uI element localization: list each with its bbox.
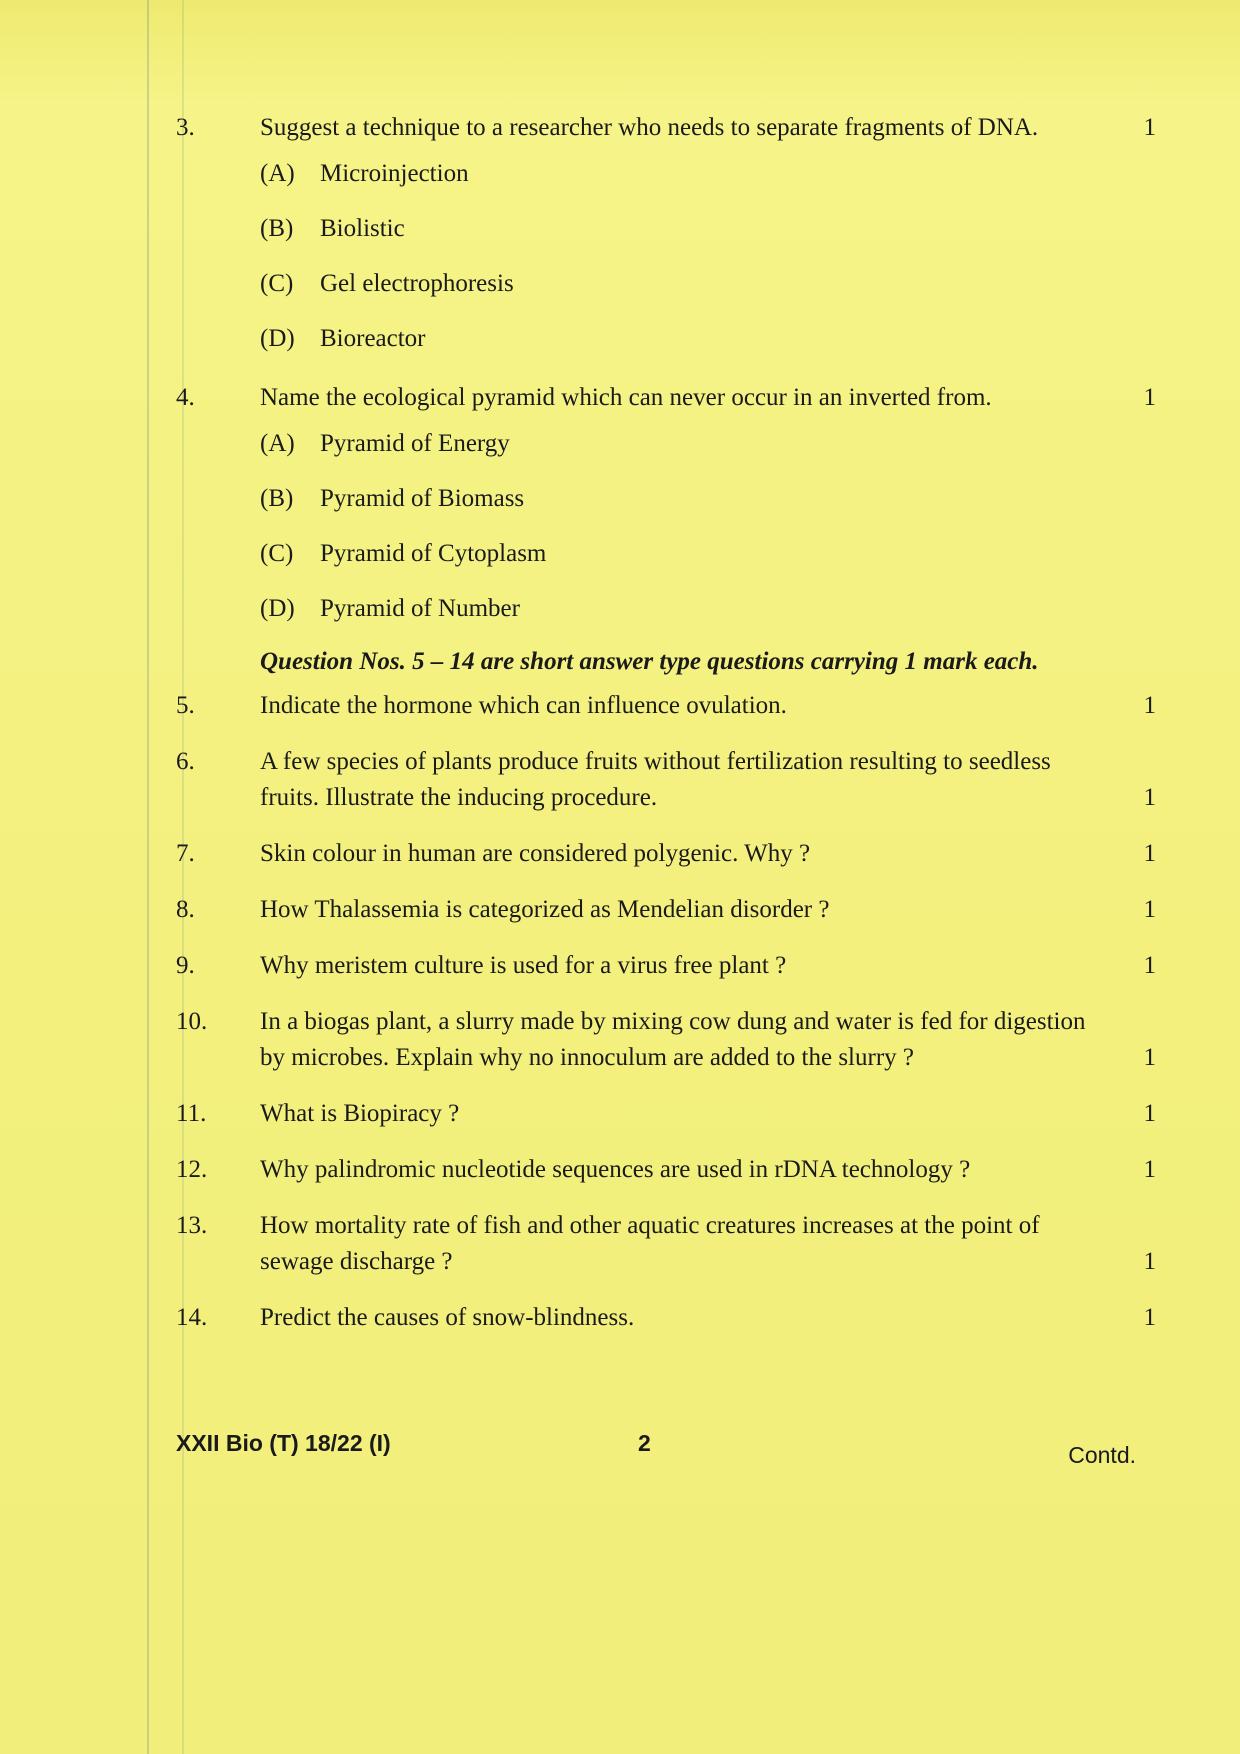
question-number: 5.	[176, 692, 195, 719]
question-9	[176, 948, 1156, 984]
question-mark: 1	[1143, 1156, 1156, 1183]
option-letter: (B)	[260, 485, 294, 512]
question-mark: 1	[1143, 896, 1156, 923]
option-c	[260, 526, 1156, 581]
continued-label: Contd.	[1068, 1442, 1136, 1468]
paper-code: XXII Bio (T) 18/22 (I)	[176, 1430, 391, 1456]
question-text: Suggest a technique to a researcher who needs to separate fragments of DNA.	[260, 114, 1039, 141]
question-number: 7.	[176, 840, 195, 867]
question-text: Indicate the hormone which can influence ovulation.	[260, 692, 787, 719]
question-text: How mortality rate of fish and other aquatic creatures increases at the point of sewage discharge ?	[260, 1212, 1040, 1275]
question-5	[176, 688, 1156, 724]
question-number: 10.	[176, 1008, 208, 1035]
margin-rule	[147, 0, 149, 1754]
question-number: 13.	[176, 1212, 208, 1239]
option-text: Bioreactor	[320, 325, 426, 352]
question-number: 4.	[176, 384, 195, 411]
question-mark: 1	[1143, 1248, 1156, 1275]
option-letter: (C)	[260, 270, 294, 297]
option-letter: (D)	[260, 325, 295, 352]
option-letter: (C)	[260, 540, 294, 567]
option-a	[260, 416, 1156, 471]
question-text: Why meristem culture is used for a virus free plant ?	[260, 952, 787, 979]
option-b	[260, 471, 1156, 526]
question-text: A few species of plants produce fruits without fertilization resulting to seedless fruits. Illustrate the inducing procedure.	[260, 748, 1051, 811]
question-mark: 1	[1143, 1304, 1156, 1331]
option-text: Biolistic	[320, 215, 405, 242]
question-7	[176, 836, 1156, 872]
option-a	[260, 146, 1156, 201]
question-text: How Thalassemia is categorized as Mendelian disorder ?	[260, 896, 830, 923]
option-letter: (D)	[260, 595, 295, 622]
option-d	[260, 581, 1156, 636]
question-number: 3.	[176, 114, 195, 141]
question-8	[176, 892, 1156, 928]
option-text: Pyramid of Number	[320, 595, 520, 622]
question-3	[176, 110, 1156, 146]
question-text: Skin colour in human are considered polygenic. Why ?	[260, 840, 811, 867]
question-text: Predict the causes of snow-blindness.	[260, 1304, 635, 1331]
option-d	[260, 311, 1156, 366]
question-mark: 1	[1143, 692, 1156, 719]
question-6	[176, 744, 1156, 816]
question-list	[176, 110, 1156, 1336]
question-14	[176, 1300, 1156, 1336]
question-text: Name the ecological pyramid which can never occur in an inverted from.	[260, 384, 992, 411]
option-text: Pyramid of Cytoplasm	[320, 540, 547, 567]
option-text: Microinjection	[320, 160, 469, 187]
question-number: 14.	[176, 1304, 208, 1331]
question-text: Why palindromic nucleotide sequences are used in rDNA technology ?	[260, 1156, 971, 1183]
question-mark: 1	[1143, 384, 1156, 411]
option-text: Gel electrophoresis	[320, 270, 514, 297]
question-mark: 1	[1143, 784, 1156, 811]
question-text: What is Biopiracy ?	[260, 1100, 460, 1127]
question-number: 11.	[176, 1100, 207, 1127]
question-mark: 1	[1143, 1044, 1156, 1071]
question-12	[176, 1152, 1156, 1188]
question-mark: 1	[1143, 1100, 1156, 1127]
option-text: Pyramid of Biomass	[320, 485, 525, 512]
question-number: 6.	[176, 748, 195, 775]
question-mark: 1	[1143, 114, 1156, 141]
question-4	[176, 380, 1156, 416]
option-letter: (A)	[260, 430, 295, 457]
question-number: 9.	[176, 952, 195, 979]
question-13	[176, 1208, 1156, 1280]
option-letter: (B)	[260, 215, 294, 242]
option-letter: (A)	[260, 160, 295, 187]
page-number: 2	[638, 1430, 651, 1456]
question-mark: 1	[1143, 952, 1156, 979]
question-number: 8.	[176, 896, 195, 923]
question-text: In a biogas plant, a slurry made by mixing cow dung and water is fed for digestion by microbes. Explain why no innoculum are added to the slurry ?	[260, 1008, 1086, 1071]
question-10	[176, 1004, 1156, 1076]
option-c	[260, 256, 1156, 311]
question-mark: 1	[1143, 840, 1156, 867]
option-text: Pyramid of Energy	[320, 430, 510, 457]
question-number: 12.	[176, 1156, 208, 1183]
section-instruction: Question Nos. 5 – 14 are short answer type questions carrying 1 mark each.	[260, 648, 1039, 675]
option-b	[260, 201, 1156, 256]
question-11	[176, 1096, 1156, 1132]
